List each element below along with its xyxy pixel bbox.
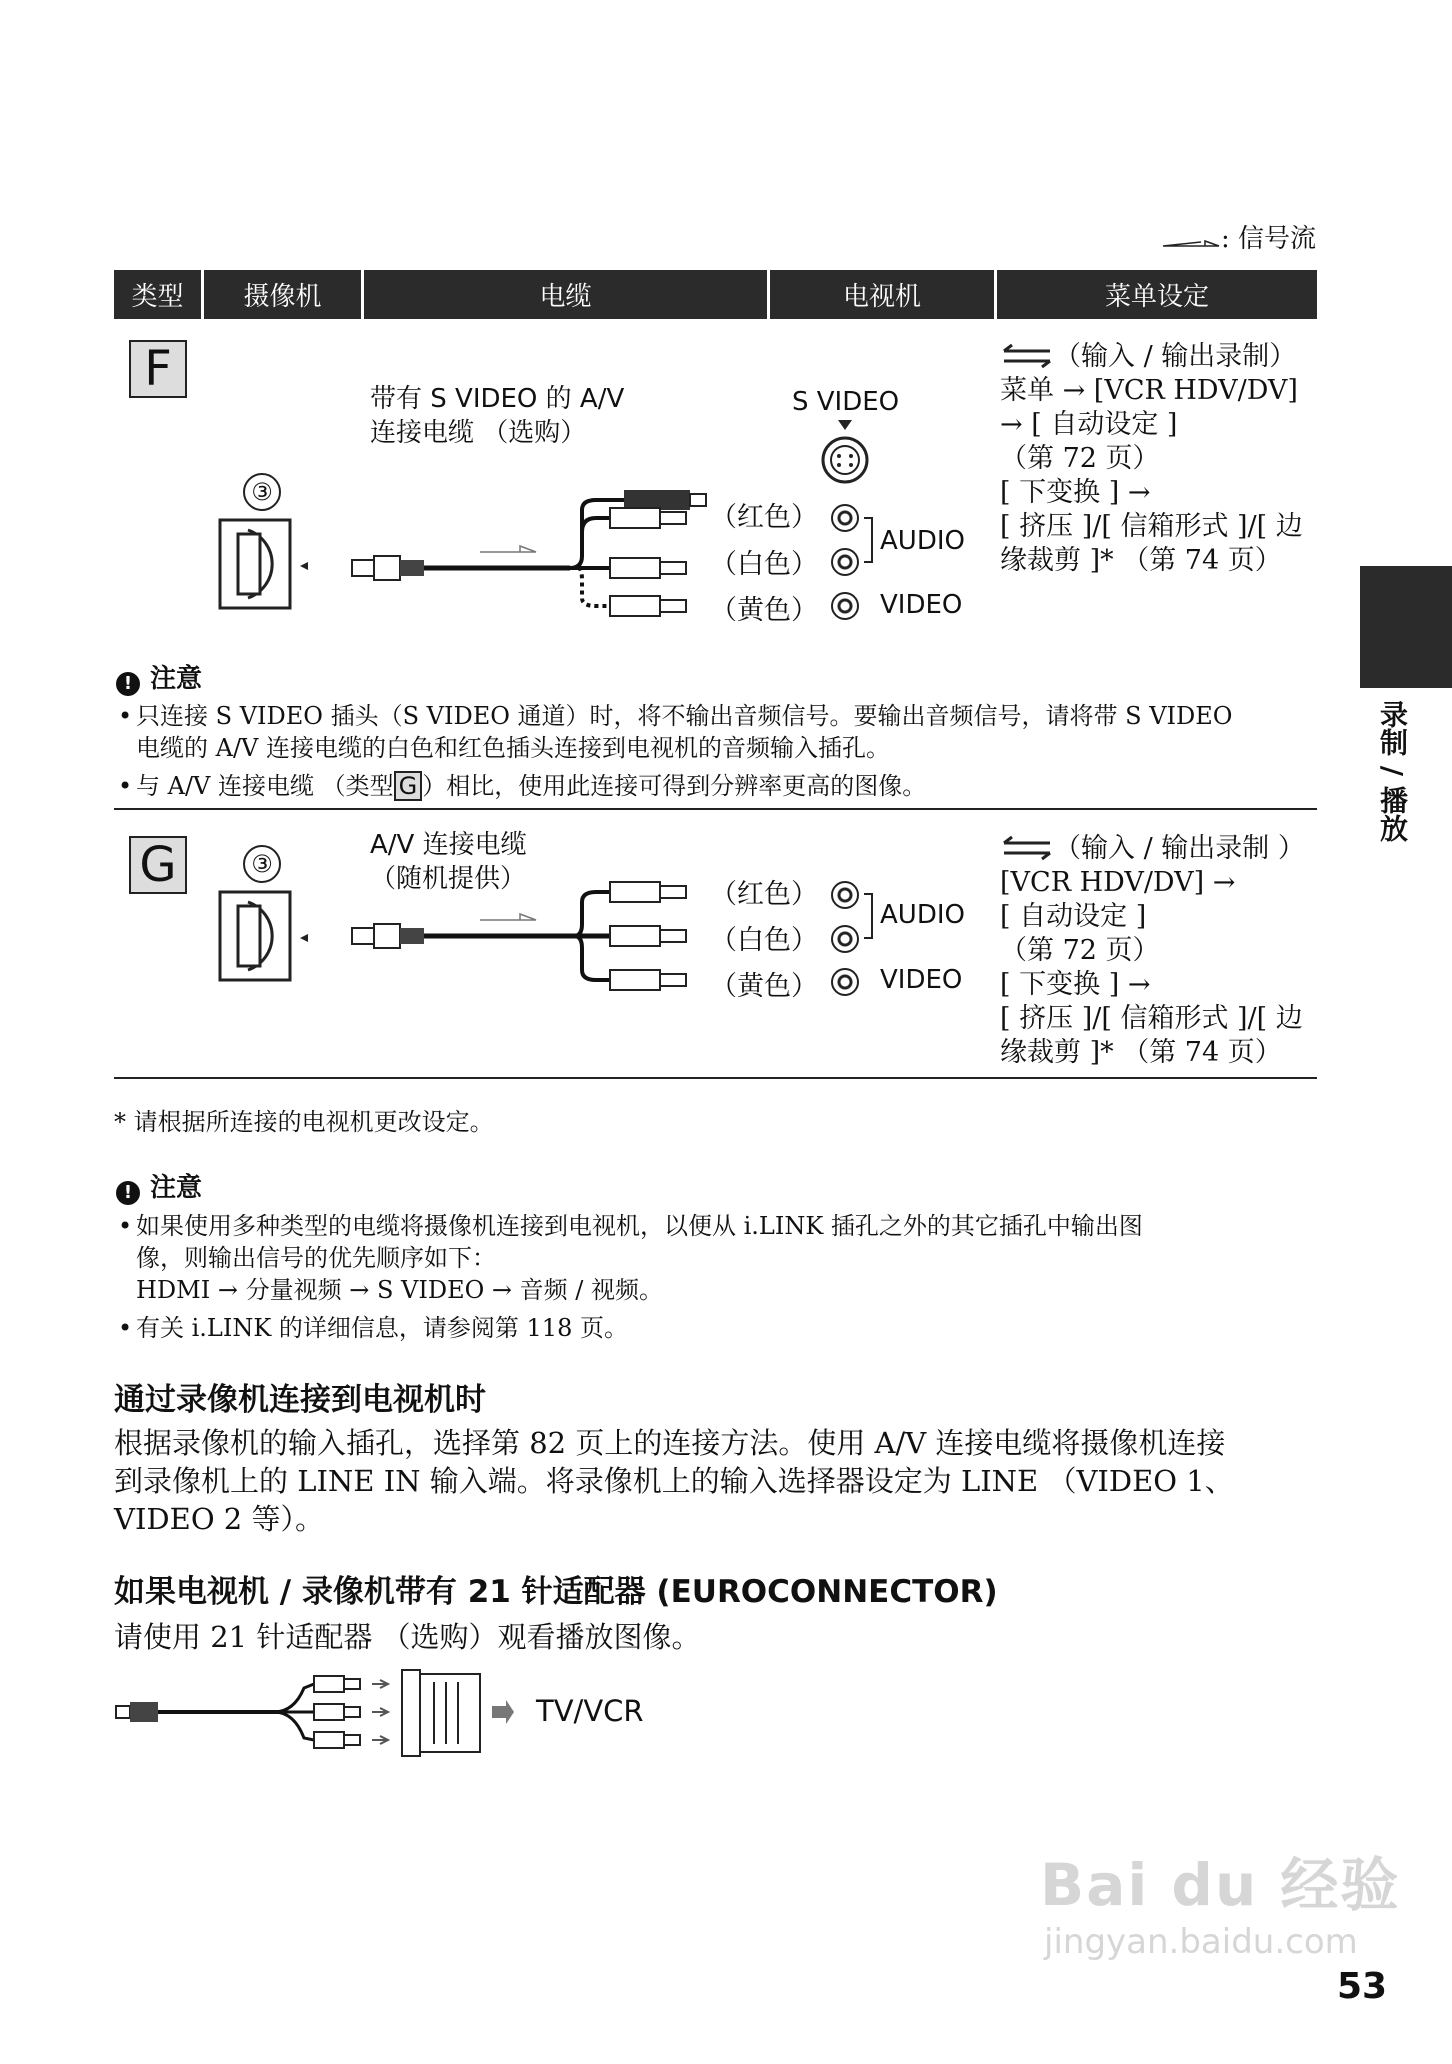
audio-label: AUDIO bbox=[880, 900, 965, 930]
menu-line: 缘裁剪 ]* （第 74 页） bbox=[1000, 545, 1282, 576]
audio-red-jack bbox=[831, 881, 859, 909]
signal-flow-arrow-icon bbox=[1161, 230, 1221, 250]
scart-adapter-icon bbox=[114, 1668, 514, 1768]
video-yellow-jack bbox=[831, 592, 859, 620]
menu-line: [VCR HDV/DV] → bbox=[1000, 867, 1236, 898]
type-g-inline-badge: G bbox=[394, 771, 423, 801]
menu-settings-g bbox=[1000, 832, 1305, 1070]
note2-bullet-1: • 如果使用多种类型的电缆将摄像机连接到电视机，以便从 i.LINK 插孔之外的其它插孔中输出图 像，则输出信号的优先顺序如下： HDMI → 分量视频 → S VIDEO → 音频 / 视频。 bbox=[118, 1212, 1143, 1304]
note-title: ! 注意 bbox=[116, 1167, 202, 1205]
color-white-label: （白色） bbox=[710, 549, 818, 580]
menu-line: [ 下变换 ] → bbox=[1000, 969, 1151, 1000]
menu-line: [ 自动设定 ] bbox=[1000, 901, 1147, 932]
audio-red-jack bbox=[831, 504, 859, 532]
color-yellow-label: （黄色） bbox=[710, 595, 818, 626]
watermark-brand: Bai du 经验 bbox=[1040, 1851, 1401, 1919]
menu-line: 缘裁剪 ]* （第 74 页） bbox=[1000, 1037, 1282, 1068]
camera-port-icon bbox=[218, 518, 318, 610]
section-body-vcr: 根据录像机的输入插孔，选择第 82 页上的连接方法。使用 A/V 连接电缆将摄像机连接 到录像机上的 LINE IN 输入端。将录像机上的输入选择器设定为 LINE （VIDEO 1、 VIDEO 2 等）。 bbox=[114, 1426, 1234, 1536]
page-number: 53 bbox=[1337, 1966, 1388, 2007]
video-label: VIDEO bbox=[880, 965, 963, 995]
cable-label-line1: 带有 S VIDEO 的 A/V bbox=[370, 384, 625, 414]
type-g-badge: G bbox=[129, 836, 187, 894]
footnote: * 请根据所连接的电视机更改设定。 bbox=[114, 1108, 494, 1136]
color-red-label: （红色） bbox=[710, 879, 818, 910]
section-heading-euro: 如果电视机 / 录像机带有 21 针适配器 (EUROCONNECTOR) bbox=[114, 1574, 998, 1610]
audio-white-jack bbox=[831, 925, 859, 953]
note2-bullet-2: • 有关 i.LINK 的详细信息，请参阅第 118 页。 bbox=[118, 1314, 628, 1342]
legend-label: : 信号流 bbox=[1220, 224, 1316, 254]
port-number: ③ bbox=[243, 473, 281, 511]
header-menu: 菜单设定 bbox=[997, 270, 1317, 319]
audio-label: AUDIO bbox=[880, 526, 965, 556]
svideo-av-cable-icon bbox=[350, 440, 730, 630]
color-white-label: （白色） bbox=[710, 925, 818, 956]
port-number: ③ bbox=[243, 845, 281, 883]
table-header bbox=[114, 270, 1317, 319]
side-tab-label: 录制 / 播放 bbox=[1376, 700, 1409, 842]
header-cable: 电缆 bbox=[364, 270, 767, 319]
svideo-jack-icon bbox=[820, 420, 870, 490]
camera-port-icon bbox=[218, 890, 318, 982]
menu-line: （输入 / 输出录制 ） bbox=[1000, 832, 1305, 866]
video-label: VIDEO bbox=[880, 590, 963, 620]
note-title: ! 注意 bbox=[116, 658, 202, 696]
menu-line: （输入 / 输出录制） bbox=[1000, 340, 1303, 374]
menu-line: → [ 自动设定 ] bbox=[1000, 409, 1178, 440]
menu-line: 菜单 → [VCR HDV/DV] bbox=[1000, 375, 1298, 406]
audio-bracket bbox=[862, 516, 876, 564]
type-f-badge: F bbox=[129, 340, 187, 398]
color-red-label: （红色） bbox=[710, 502, 818, 533]
audio-bracket bbox=[862, 892, 876, 940]
watermark bbox=[1040, 1838, 1400, 1962]
section-heading-vcr: 通过录像机连接到电视机时 bbox=[114, 1382, 486, 1418]
watermark-url: jingyan.baidu.com bbox=[1044, 1922, 1358, 1962]
header-camera: 摄像机 bbox=[204, 270, 361, 319]
video-yellow-jack bbox=[831, 968, 859, 996]
header-tv: 电视机 bbox=[770, 270, 994, 319]
io-arrows-icon bbox=[1000, 343, 1054, 369]
divider bbox=[114, 1077, 1317, 1079]
cable-label-line2: 连接电缆 （选购） bbox=[370, 418, 587, 448]
tv-vcr-label: TV/VCR bbox=[536, 1694, 644, 1728]
note-icon: ! bbox=[116, 1181, 140, 1205]
audio-white-jack bbox=[831, 548, 859, 576]
header-type: 类型 bbox=[114, 270, 201, 319]
menu-line: [ 挤压 ]/[ 信箱形式 ]/[ 边 bbox=[1000, 1003, 1303, 1034]
menu-line: （第 72 页） bbox=[1000, 443, 1160, 474]
menu-line: [ 挤压 ]/[ 信箱形式 ]/[ 边 bbox=[1000, 511, 1303, 542]
menu-line: （第 72 页） bbox=[1000, 935, 1160, 966]
color-yellow-label: （黄色） bbox=[710, 971, 818, 1002]
signal-flow-legend bbox=[1161, 218, 1316, 255]
menu-settings-f bbox=[1000, 340, 1303, 578]
note1-bullet-1: • 只连接 S VIDEO 插头（S VIDEO 通道）时，将不输出音频信号。要输出音频信号，请将带 S VIDEO 电缆的 A/V 连接电缆的白色和红色插头连接到电视机的音频输入插孔。 bbox=[118, 702, 1233, 762]
cable-label-line1: A/V 连接电缆 bbox=[370, 830, 527, 860]
io-arrows-icon bbox=[1000, 835, 1054, 861]
note1-bullet-2: • 与 A/V 连接电缆 （类型 G ）相比，使用此连接可得到分辨率更高的图像。 bbox=[118, 772, 927, 800]
av-cable-icon bbox=[350, 870, 730, 1000]
cable-label-line2: （随机提供） bbox=[370, 864, 527, 894]
svideo-label: S VIDEO bbox=[792, 387, 900, 417]
section-body-euro: 请使用 21 针适配器 （选购）观看播放图像。 bbox=[114, 1620, 701, 1654]
divider bbox=[114, 808, 1317, 810]
note-icon: ! bbox=[116, 672, 140, 696]
side-tab bbox=[1360, 566, 1452, 688]
menu-line: [ 下变换 ] → bbox=[1000, 477, 1151, 508]
